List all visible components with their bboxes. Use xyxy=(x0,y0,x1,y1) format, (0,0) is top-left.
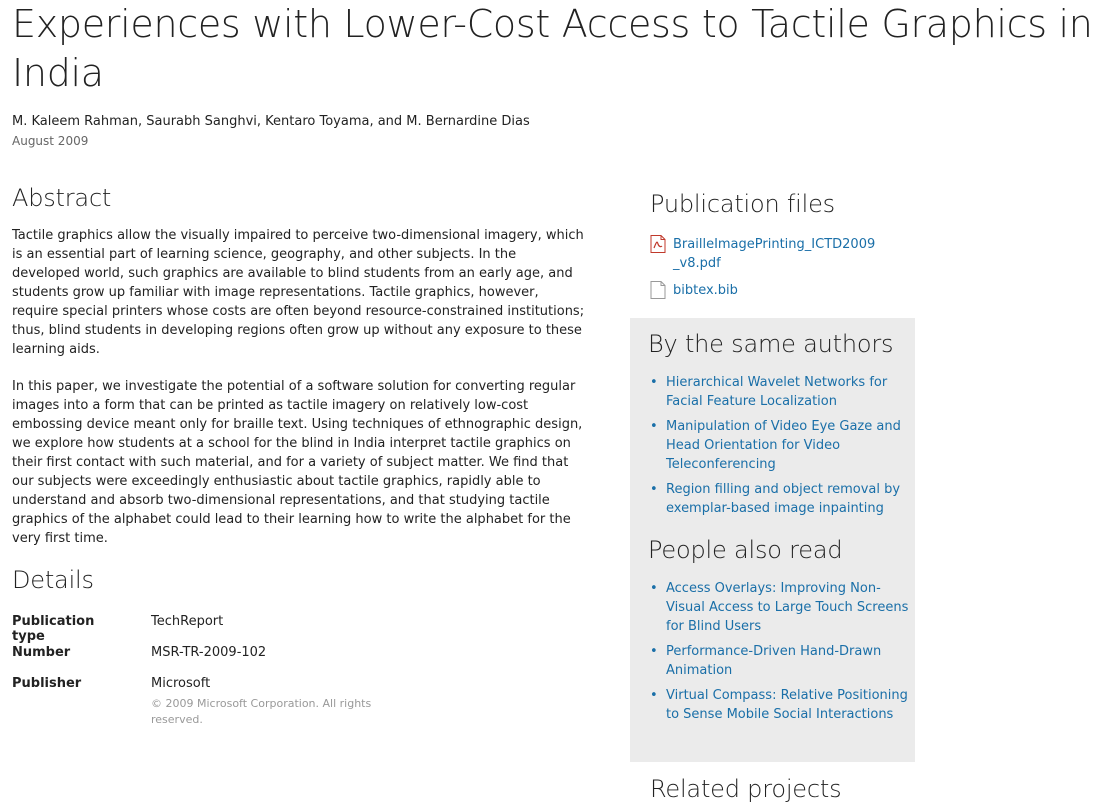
related-paper-link[interactable]: Performance-Driven Hand-Drawn Animation xyxy=(666,644,882,678)
details-label: Number xyxy=(12,645,71,660)
same-authors-heading: By the same authors xyxy=(648,330,894,358)
related-paper-link[interactable]: Access Overlays: Improving Non-Visual Access to Large Touch Screens for Blind Users xyxy=(666,581,909,634)
bullet-icon: • xyxy=(650,688,658,703)
bullet-icon: • xyxy=(650,482,658,497)
bullet-icon: • xyxy=(650,581,658,596)
bib-file-link[interactable]: bibtex.bib xyxy=(673,283,738,298)
bullet-icon: • xyxy=(650,419,658,434)
document-file-icon xyxy=(650,281,666,299)
list-item xyxy=(648,480,910,518)
list-item xyxy=(648,417,910,474)
list-item xyxy=(648,686,910,724)
details-heading: Details xyxy=(12,566,94,594)
page-title: Experiences with Lower-Cost Access to Tactile Graphics in India xyxy=(12,2,1093,95)
bullet-icon: • xyxy=(650,644,658,659)
details-value: TechReport xyxy=(151,614,224,629)
author-list: M. Kaleem Rahman, Saurabh Sanghvi, Kentaro Toyama, and M. Bernardine Dias xyxy=(12,114,530,129)
details-label: Publication type xyxy=(12,614,95,644)
related-paper-link[interactable]: Hierarchical Wavelet Networks for Facial Feature Localization xyxy=(666,375,888,409)
related-paper-link[interactable]: Region filling and object removal by exemplar-based image inpainting xyxy=(666,482,901,516)
list-item xyxy=(648,373,910,411)
publication-date: August 2009 xyxy=(12,134,89,148)
details-label: Publisher xyxy=(12,676,82,691)
bullet-icon: • xyxy=(650,375,658,390)
related-paper-link[interactable]: Virtual Compass: Relative Positioning to Sense Mobile Social Interactions xyxy=(666,688,908,722)
abstract-paragraph: Tactile graphics allow the visually impaired to perceive two-dimensional imagery, which is an essential part of learning science, geography, and other subjects. In the developed world, such graphics are available to blind students from an early age, and students grow up familiar with image representations. Tactile graphics, however, require special printers whose costs are often beyond resource-constrained institutions; thus, blind students in developing regions often grow up without any exposure to these learning aids. xyxy=(12,228,585,357)
people-also-read-heading: People also read xyxy=(648,536,843,564)
pdf-file-icon xyxy=(650,235,666,253)
list-item xyxy=(648,642,910,680)
pdf-file-link[interactable]: BrailleImagePrinting_ICTD2009_v8.pdf xyxy=(673,237,876,271)
abstract-body xyxy=(12,226,587,566)
details-value: MSR-TR-2009-102 xyxy=(151,645,267,660)
people-also-read-list xyxy=(648,579,910,730)
details-value: Microsoft xyxy=(151,676,211,691)
copyright-notice: © 2009 Microsoft Corporation. All rights reserved. xyxy=(151,697,372,726)
publication-files-heading: Publication files xyxy=(650,190,835,218)
related-projects-heading: Related projects xyxy=(650,775,842,803)
related-paper-link[interactable]: Manipulation of Video Eye Gaze and Head Orientation for Video Teleconferencing xyxy=(666,419,901,472)
abstract-heading: Abstract xyxy=(12,184,112,212)
list-item xyxy=(648,579,910,636)
abstract-paragraph: In this paper, we investigate the potential of a software solution for converting regular images into a form that can be printed as tactile imagery on relatively low-cost embossing device meant only for braille text. Using techniques of ethnographic design, we explore how students at a school for the blind in India interpret tactile graphics on their first contact with such material, and for a variety of subject matter. We find that our subjects were exceedingly enthusiastic about tactile graphics, rapidly able to understand and absorb two-dimensional representations, and that studying tactile graphics of the alphabet could lead to their learning how to write the alphabet for the very first time. xyxy=(12,379,583,546)
same-authors-list xyxy=(648,373,910,524)
